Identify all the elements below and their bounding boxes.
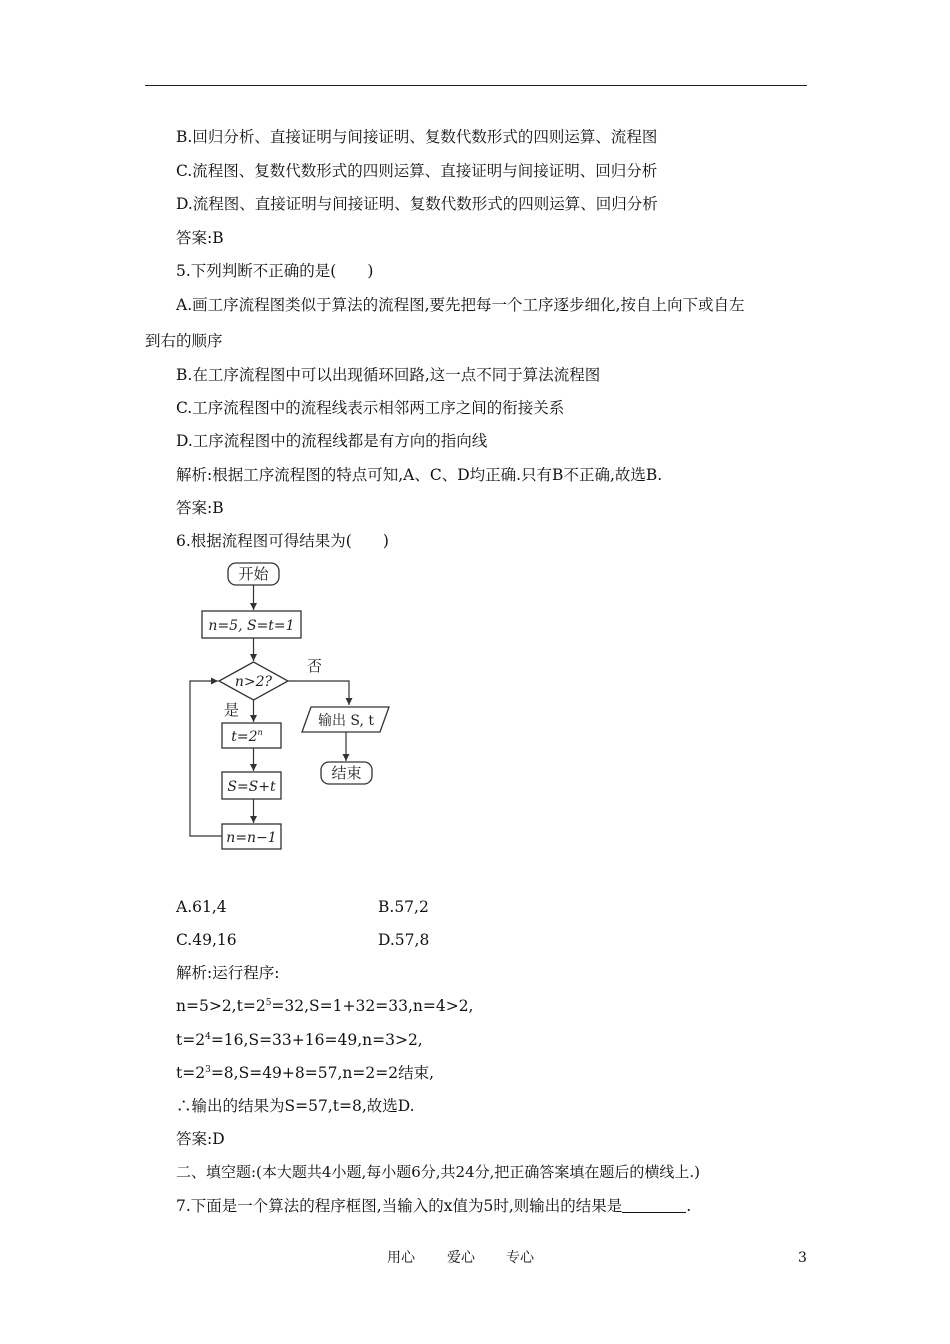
assign-t-exp: n: [257, 728, 263, 737]
init-label: n=5, S=t=1: [208, 618, 295, 634]
no-label: 否: [307, 657, 323, 675]
q5-option-b: B.在工序流程图中可以出现循环回路,这一点不同于算法流程图: [176, 366, 601, 384]
step-1: [176, 996, 473, 1016]
start-label: 开始: [238, 565, 269, 583]
header-rule: [145, 85, 807, 86]
footer-left: 用心: [387, 1250, 415, 1266]
footer-middle: 爱心: [447, 1250, 475, 1266]
step-3-b: =8,S=49+8=57,n=2=2结束,: [210, 1064, 435, 1082]
q7-stem-text: 7.下面是一个算法的程序框图,当输入的x值为5时,则输出的结果是: [176, 1197, 623, 1215]
step-2-a: t=2: [176, 1031, 206, 1049]
step-3-exp: 3: [205, 1065, 211, 1075]
step-3-a: t=2: [176, 1064, 206, 1082]
q6-option-d: D.57,8: [378, 931, 430, 949]
q4-option-b: B.回归分析、直接证明与间接证明、复数代数形式的四则运算、流程图: [176, 128, 658, 146]
footer-right: 专心: [506, 1250, 534, 1266]
assign-s-label: S=S+t: [227, 779, 276, 795]
q5-answer: 答案:B: [176, 499, 224, 517]
step-2-exp: 4: [205, 1032, 211, 1042]
assign-t-base: t=2: [231, 729, 258, 745]
q5-option-d: D.工序流程图中的流程线都是有方向的指向线: [176, 432, 488, 450]
end-label: 结束: [331, 764, 362, 782]
q7-stem-end: .: [686, 1197, 692, 1215]
step-1-a: n=5>2,t=2: [176, 997, 266, 1015]
q7-stem: [176, 1196, 691, 1216]
step-1-exp: 5: [265, 998, 272, 1008]
step-2: [176, 1030, 423, 1050]
q5-option-a-line2: 到右的顺序: [145, 332, 223, 350]
q6-analysis: 解析:运行程序:: [176, 964, 280, 982]
q6-stem: 6.根据流程图可得结果为( ): [176, 532, 389, 550]
q6-option-a: A.61,4: [176, 898, 227, 916]
q5-stem: 5.下列判断不正确的是( ): [176, 262, 374, 280]
q5-option-a-line1: A.画工序流程图类似于算法的流程图,要先把每一个工序逐步细化,按自上向下或自左: [176, 296, 745, 314]
q6-conclusion: ∴输出的结果为S=57,t=8,故选D.: [176, 1097, 415, 1115]
q5-analysis: 解析:根据工序流程图的特点可知,A、C、D均正确.只有B不正确,故选B.: [176, 466, 663, 484]
step-2-b: =16,S=33+16=49,n=3>2,: [210, 1031, 423, 1049]
decrement-label: n=n−1: [226, 830, 277, 846]
loop-back-arrow: [190, 681, 222, 836]
output-label: 输出 S, t: [317, 713, 375, 729]
q4-option-d: D.流程图、直接证明与间接证明、复数代数形式的四则运算、回归分析: [176, 195, 658, 213]
q7-answer-blank: [622, 1198, 686, 1213]
q6-answer: 答案:D: [176, 1130, 225, 1148]
q4-option-c: C.流程图、复数代数形式的四则运算、直接证明与间接证明、回归分析: [176, 162, 658, 180]
section-2-heading: 二、填空题:(本大题共4小题,每小题6分,共24分,把正确答案填在题后的横线上.): [176, 1163, 701, 1181]
flowchart: [180, 558, 410, 858]
step-3: [176, 1063, 434, 1083]
condition-label: n>2?: [234, 674, 273, 690]
q4-answer: 答案:B: [176, 229, 224, 247]
q6-option-b: B.57,2: [378, 898, 429, 916]
q6-option-c: C.49,16: [176, 931, 237, 949]
step-1-b: =32,S=1+32=33,n=4>2,: [271, 997, 474, 1015]
yes-label: 是: [224, 701, 240, 719]
q5-option-c: C.工序流程图中的流程线表示相邻两工序之间的衔接关系: [176, 399, 565, 417]
page-number: 3: [798, 1250, 807, 1266]
